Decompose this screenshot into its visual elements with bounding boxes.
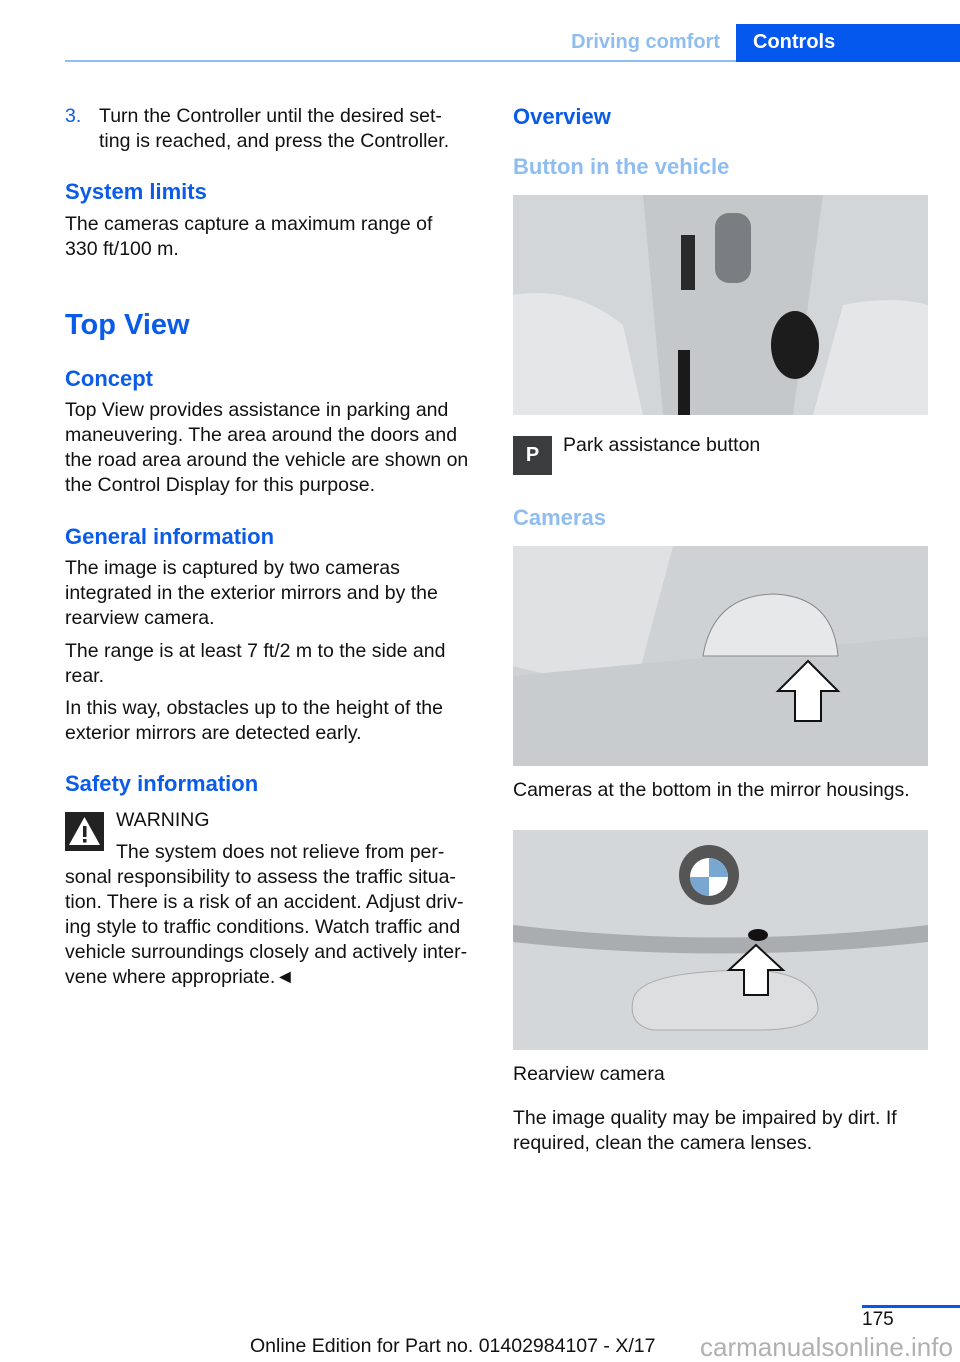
step-3 xyxy=(65,104,485,154)
camera-note: The image quality may be impaired by dirt. If required, clean the camera lenses. xyxy=(513,1107,897,1154)
mirror-camera-image xyxy=(513,546,928,766)
console-image xyxy=(513,195,928,415)
general-info-p3: In this way, obstacles up to the height of the exterior mirrors are detected early. xyxy=(65,697,443,744)
park-assist-button-icon: P xyxy=(513,436,552,475)
step-text-1: Turn the Controller until the desired set‐ xyxy=(99,105,442,127)
warning-text: sonal responsibility to assess the traffic situa‐tion. There is a risk of an accident. Adjust driv‐ing style to traffic conditions. Watch traffic and vehicle surroundings closely and actively inter‐vene where appropriate.◄ xyxy=(65,866,468,988)
rearview-camera-image xyxy=(513,830,928,1050)
step-number: 3. xyxy=(65,105,82,127)
header-chapter-tab[interactable]: Controls xyxy=(736,24,960,62)
watermark: carmanualsonline.info xyxy=(700,1332,953,1362)
button-heading: Button in the vehicle xyxy=(513,154,730,179)
page-number: 175 xyxy=(862,1309,894,1330)
warning-line1: The system does not relieve from per‐ xyxy=(116,841,445,863)
concept-heading: Concept xyxy=(65,366,153,391)
concept-text: Top View provides assistance in parking and maneuvering. The area around the doors and the road area around the vehicle are shown on the Control Display for this purpose. xyxy=(65,399,469,496)
safety-heading: Safety information xyxy=(65,771,259,796)
step-text-2: ting is reached, and press the Controller. xyxy=(99,130,450,152)
overview-heading: Overview xyxy=(513,104,611,129)
warning-label: WARNING xyxy=(116,809,210,831)
cameras-caption: Cameras at the bottom in the mirror housings. xyxy=(513,779,910,801)
general-info-p1: The image is captured by two cameras integrated in the exterior mirrors and by the rearview camera. xyxy=(65,557,438,629)
system-limits-text: The cameras capture a maximum range of 330 ft/100 m. xyxy=(65,213,433,260)
page-title: Top View xyxy=(65,309,190,341)
system-limits-heading: System limits xyxy=(65,179,207,204)
footer-rule xyxy=(862,1305,960,1308)
button-caption: Park assistance button xyxy=(563,434,761,456)
rearview-caption: Rearview camera xyxy=(513,1063,665,1085)
cameras-heading: Cameras xyxy=(513,505,606,530)
header-rule xyxy=(65,60,736,62)
general-info-heading: General information xyxy=(65,524,275,549)
warning-icon xyxy=(65,812,104,851)
edition-text: Online Edition for Part no. 01402984107 - X/17 xyxy=(250,1335,656,1357)
header-section[interactable]: Driving comfort xyxy=(571,31,720,53)
general-info-p2: The range is at least 7 ft/2 m to the side and rear. xyxy=(65,640,446,687)
